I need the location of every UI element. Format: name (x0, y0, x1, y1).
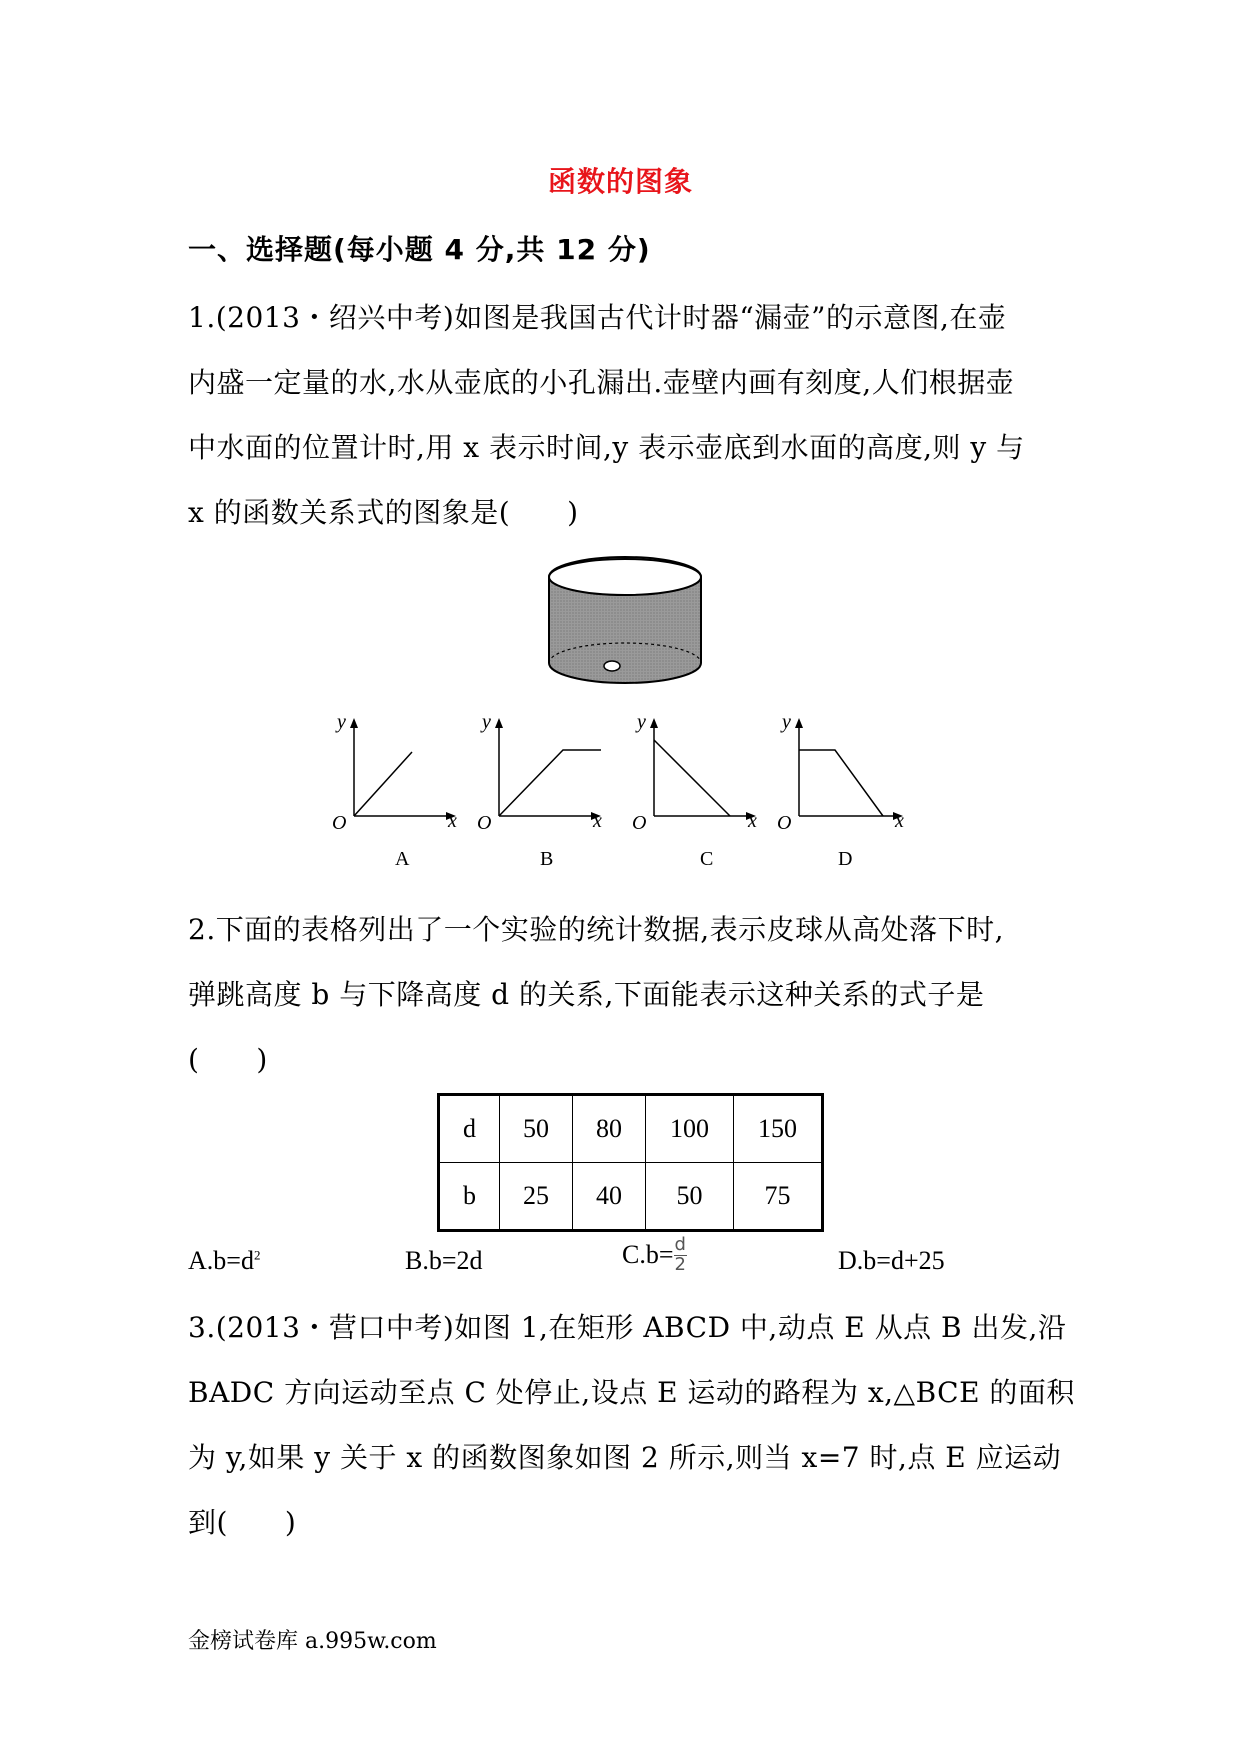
table-cell: 50 (646, 1163, 734, 1231)
option-c: C.b= $\frac{d}{2}$ (622, 1234, 686, 1275)
graph-a-origin: O (332, 812, 347, 834)
q1-line-1: 1.(2013・绍兴中考)如图是我国古代计时器“漏壶”的示意图,在壶 (188, 301, 1007, 334)
graph-b-label: B (540, 848, 554, 870)
graph-b-y-label: y (482, 711, 491, 733)
graph-c-x-label: x (748, 810, 757, 832)
q2-line-3: ( ) (188, 1043, 268, 1076)
section-heading: 一、选择题(每小题 4 分,共 12 分) (188, 233, 651, 266)
data-table (437, 1093, 824, 1232)
table-row (439, 1163, 823, 1231)
table-cell: d (439, 1095, 500, 1163)
graph-c-y-label: y (637, 711, 646, 733)
graph-c-label: C (700, 848, 714, 870)
q3-line-4: 到( ) (188, 1506, 297, 1539)
q1-line-4: x 的函数关系式的图象是( ) (188, 496, 579, 529)
graph-d-origin: O (777, 812, 792, 834)
graph-a-label: A (395, 848, 410, 870)
q3-line-2: BADC 方向运动至点 C 处停止,设点 E 运动的路程为 x,△BCE 的面积 (188, 1376, 1075, 1409)
table-row (439, 1095, 823, 1163)
graph-d-x-label: x (895, 810, 904, 832)
graph-b-x-label: x (593, 810, 602, 832)
option-a: $A.b=d^2$ (188, 1246, 261, 1275)
q3-line-3: 为 y,如果 y 关于 x 的函数图象如图 2 所示,则当 x=7 时,点 E 应运动 (188, 1441, 1062, 1474)
q2-line-2: 弹跳高度 b 与下降高度 d 的关系,下面能表示这种关系的式子是 (188, 978, 985, 1011)
graph-c-origin: O (632, 812, 647, 834)
graph-a-x-label: x (448, 810, 457, 832)
q1-line-2: 内盛一定量的水,水从壶底的小孔漏出.壶壁内画有刻度,人们根据壶 (188, 366, 1015, 399)
q2-line-1: 2.下面的表格列出了一个实验的统计数据,表示皮球从高处落下时, (188, 913, 1005, 946)
table-cell: 40 (573, 1163, 646, 1231)
table-cell: 25 (500, 1163, 573, 1231)
graph-d-label: D (838, 848, 853, 870)
table-cell: b (439, 1163, 500, 1231)
graph-d-y-label: y (782, 711, 791, 733)
table-cell: 100 (646, 1095, 734, 1163)
graph-a-y-label: y (337, 711, 346, 733)
footer-source: 金榜试卷库 a.995w.com (188, 1629, 437, 1654)
option-d: D.b=d+25 (838, 1246, 945, 1275)
table-cell: 80 (573, 1095, 646, 1163)
option-b: B.b=2d (405, 1246, 483, 1275)
page-title: 函数的图象 (547, 165, 693, 198)
table-cell: 50 (500, 1095, 573, 1163)
table-cell: 75 (734, 1163, 823, 1231)
fraction: $\frac{d}{2}$ (674, 1234, 686, 1275)
graph-b-origin: O (477, 812, 492, 834)
water-clock-figure (545, 555, 705, 685)
q1-line-3: 中水面的位置计时,用 x 表示时间,y 表示壶底到水面的高度,则 y 与 (188, 431, 1025, 464)
table-cell: 150 (734, 1095, 823, 1163)
q3-line-1: 3.(2013・营口中考)如图 1,在矩形 ABCD 中,动点 E 从点 B 出发,沿 (188, 1311, 1067, 1344)
